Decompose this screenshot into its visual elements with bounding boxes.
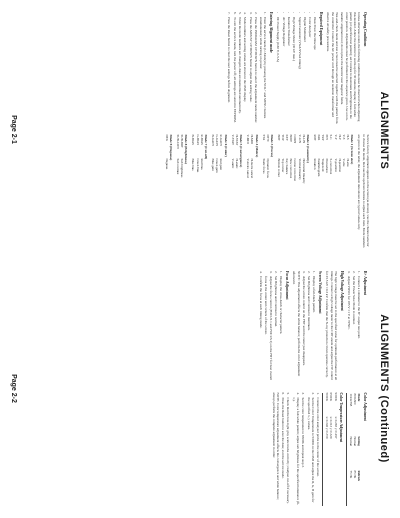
mode-heading: Mode 1 (Screen size) [350,134,355,165]
mode-code: H-LIN [301,134,306,144]
table-cell: Setting [357,436,362,446]
mode-code: SUB-BRT [180,134,185,148]
mode-desc: Green bias [195,158,200,173]
equipment-item [281,12,285,127]
equipment-item [287,12,291,127]
mode-row [211,135,215,250]
mode-row [325,135,329,250]
step-item [302,271,306,385]
mode-row [338,135,342,250]
mode-desc: Rotation [313,158,318,170]
mode-code: TRP [321,134,326,141]
mode-row [176,135,180,250]
step-item [232,12,236,127]
paragraph-note: NOTE: This adjustment affects the white balance; perform the color adjustment afterward. [292,271,301,377]
step-number: 2. [253,12,258,15]
mode-code: V-STAT [230,134,235,145]
mode-heading: Mode 2 (Geometry) [305,134,310,163]
mode-row [200,135,204,250]
mode-row [346,135,350,250]
mode-desc: Key balance [285,158,290,175]
mode-block [277,135,310,250]
step-item [259,12,268,127]
mode-desc: V-size [341,158,346,167]
paragraph: Service factory alignment appears on the screen (as shown). Use the channel selector to choose the mode, then use the up/down buttons to adjust each item. Mode numbers are given in the table; the adjustment data shown are typical values only. [357,134,370,248]
section-heading: B+ Adjustment [363,271,367,295]
step-number: 4. [259,271,264,274]
divider [346,393,347,507]
right-column-1 [258,271,370,385]
mode-desc: H-moire cancel [250,158,255,179]
table-cell: Normal [353,436,358,447]
step-text: Set the Power Save Mode to normal. [352,276,357,325]
mode-row [250,135,254,250]
color-temp-row [329,393,333,507]
step-text: Press the Reset button to clear the user settings before alignment. [227,17,232,103]
step-number: 1. [279,271,284,274]
section-heading: Color Temperature Adjustment [339,392,344,443]
table-cell: Refresh [357,470,362,482]
step-text: Display a full-white pattern; adjust sub brightness for the specified luminance (ft-L). [291,397,301,506]
mode-code: V-P [333,134,338,140]
step-number: 2. [274,271,279,274]
temp-value: x=0.283 y=0.297 [333,416,338,439]
mode-desc: Horizontal linearity [301,158,306,184]
section-heading: Entering Alignment mode [269,12,274,53]
bullet: - [308,12,313,14]
step-text: Adjust VR501 for 185 V ±1 V at TP501. [346,276,351,330]
step-text: Enter the service mode (U-Mode) by pressing the VOL+ and MENU buttons simultaneously while turning on power. [259,17,268,119]
mode-code: B-BIAS [191,134,196,145]
step-item [227,12,231,127]
equipment-item [297,12,301,127]
left-column-1 [165,12,370,127]
page-right [0,259,400,518]
mode-desc: H-position [337,158,342,173]
mode-row [342,135,346,250]
mode-desc: Sub brightness [180,158,185,178]
mode-code: KEY [285,134,290,142]
mode-block [313,135,354,250]
step-number: 4. [296,392,301,395]
step-text: Mode numbers and setting values are shown in the OSD display. [243,17,248,103]
section-heading: Color Adjustment [363,392,367,421]
mode-row [219,135,223,250]
step-number: 5. [286,392,291,395]
mode-desc: V-position [333,158,338,172]
color-adjust-table [349,393,361,507]
mode-code: CORN [293,134,298,144]
mode-heading: Mode 6 (Color) [223,134,228,157]
table-row [353,393,357,507]
mode-heading: Mode 5 (Convergence) [239,134,244,168]
mode-desc: Top corner [281,158,286,173]
equipment-text: DC Power Supply (0-60 V, 0-5 A) [276,17,281,62]
mode-desc: Dynamic focus [265,158,270,178]
mode-desc: S-correction [329,158,334,175]
table-header-row [357,393,361,507]
step-number: 2. [307,271,312,274]
step-number: 3. [248,12,253,15]
step-item [312,271,316,385]
step-number: 1. [357,271,362,274]
mode-code: B-GAIN [211,134,216,146]
section-heading: Required Equipment [319,12,324,46]
steps-list [347,271,362,385]
step-number: 1. [316,392,321,395]
mode-block [191,135,208,250]
step-text: Press the Reset button to save the data; exit the service mode. [281,397,286,479]
mode-code: R-GAIN [219,134,224,146]
table-cell: 1024x768 [349,393,354,407]
bullet: - [281,12,286,14]
step-item [316,393,320,507]
page-title: ALIGNMENTS [378,91,390,170]
mode-row [191,135,195,250]
mode-desc: Green gain [215,158,220,173]
mode-row [329,135,333,250]
equipment-text: High Voltage Meter (30 kV min.) [292,17,297,61]
page-number: Page 2-2 [10,374,17,403]
step-text: Confirm the focus at each timing mode. [259,276,264,329]
mode-row [235,135,239,250]
mode-row [180,135,184,250]
mode-row [266,135,270,250]
step-number: 6. [281,392,286,395]
color-temp-row [325,393,329,507]
mode-desc: Degauss [164,158,169,170]
table-cell: 800x600 [353,393,358,405]
paragraph-note: NOTE: Color temperature adjustment affects the convergence and white balance; always perform the complete adjustment in order. [271,392,280,500]
mode-code: H-S [345,134,350,140]
mode-desc: Static focus [261,158,266,174]
mode-row [285,135,289,250]
mode-desc: Bow correction [289,158,294,179]
mode-desc: Trapezoid [321,158,326,172]
mode-desc: V-moire cancel [246,158,251,178]
temp-value: x=0.346 y=0.359 [325,416,330,439]
equipment-item [276,12,280,127]
mode-code: TOP [281,134,286,141]
step-item [238,12,242,127]
step-item [307,271,311,385]
mode-row [297,135,301,250]
equipment-text: Isolation Transformer [286,17,291,46]
step-item [259,271,263,385]
section-heading: Screen Voltage Adjustment [318,271,323,314]
bullet: - [286,12,291,14]
mode-row [277,135,281,250]
color-temp-list [325,393,337,507]
mode-heading: Mode 7 (Cut-off) [203,134,208,159]
temp-label: 9300K [333,392,338,402]
step-number: 3. [268,271,273,274]
mode-code: V-LIN [297,134,302,143]
bullet: - [276,12,281,14]
step-number: 6. [232,12,237,15]
mode-code: H-P [337,134,342,140]
step-item [264,271,273,385]
mode-row [196,135,200,250]
step-text: Press the ADJUST UP/DOWN button to adjust the setting value. [248,17,253,103]
step-item [281,393,285,507]
paragraph: Unless otherwise noted, the following conditions must be observed when adjusting this monitor. Allow the monitor to warm up for 30 minutes; display a full-white pattern (or specified test pattern); set Contrast to maximum and Brightness to the center position. Adjustments must be performed in the sequence given. Use a non-metallic alignment tool; do not place the monitor near magnetic fields. [340,12,362,122]
mode-row [281,135,285,250]
section-heading: High Voltage Adjustment [339,271,344,311]
divider [322,393,323,507]
step-number: 1. [263,12,268,15]
left-column-2 [165,135,370,250]
mode-row [231,135,235,250]
mode-row [313,135,317,250]
equipment-text: Dual-Trace Oscilloscope [313,17,318,50]
step-text: Set the color temperature to 6500K and repeat step 2. [301,397,306,468]
mode-code: BOT [277,134,282,141]
steps-list [281,393,320,507]
mode-block [165,135,173,250]
mode-code: ROT [313,134,318,141]
step-number: 1. [312,271,317,274]
mode-heading: Mode 4 (Moire) [254,134,259,158]
step-item [254,12,258,127]
bullet: - [302,12,307,14]
mode-row [333,135,337,250]
equipment-item [303,12,307,127]
mode-code: SUB-CON [176,134,181,149]
mode-row [165,135,169,250]
steps-list [302,271,317,385]
mode-code: H-MOI [250,134,255,145]
step-text: To exit the service mode, turn the power off; all settings are stored in EEPROM. [232,17,237,123]
step-item [352,271,356,385]
mode-code: BOW [289,134,294,142]
step-item [248,12,252,127]
step-text: Connect a voltmeter to the B+ output test point. [357,276,362,339]
mode-desc: Pincushion [325,158,330,173]
step-item [279,271,283,385]
step-number: 4. [243,12,248,15]
mode-row [321,135,325,250]
mode-desc: Vertical linearity [297,158,302,180]
mode-desc: Blue bias [191,158,196,171]
step-item [306,393,315,507]
table-cell: 75 Hz [349,470,354,479]
equipment-item [308,12,312,127]
step-item [274,271,278,385]
table-cell: 85 Hz [353,470,358,479]
step-text: Display a full-black pattern. [312,276,317,313]
mode-code: S-C [329,134,334,140]
mode-block [262,135,274,250]
equipment-item [313,12,317,127]
paragraph: The high voltage must be set to the specified value for optimum performance at all timings. Connect a high voltage meter to the CRT anode and adjust the HV control for 25.5 kV ±0.3 kV. Confirm that the X-ray protection circuit operates correctly. [325,271,338,381]
section-heading: Operating Conditions [363,12,367,47]
mode-desc: H-size [345,158,350,167]
mode-desc: H-static [234,158,239,169]
mode-desc: Sub contrast [176,158,181,175]
step-item [301,393,305,507]
step-number: 3. [301,392,306,395]
mode-row [302,135,306,250]
paragraph-note: Test-and-check mode and test screen must be selected together with the pattern from the controller. Connect the AC power cord through an isolation transformer and observe all safety precautions. [326,12,339,124]
temp-label: 5000K [325,392,330,402]
step-text: Set Brightness and Contrast to normal. [274,276,279,328]
mode-desc: Parallelogram [317,158,322,177]
step-number: 2. [352,271,357,274]
equipment-text: Signal Generator (VGA/SVGA timing) [297,17,302,69]
table-cell: Mode [357,393,362,402]
mode-code: G-BIAS [195,134,200,146]
mode-block [211,135,228,250]
mode-row [289,135,293,250]
page-title: ALIGNMENTS (Continued) [378,314,390,463]
step-text: Display the cross-hatch or character pattern. [279,276,284,335]
mode-heading: Mode 9 (Degauss) [168,134,173,161]
temp-label: 6500K [329,392,334,402]
mode-code: STA [261,134,266,141]
mode-row [215,135,219,250]
step-number: 3. [346,271,351,274]
step-text: Set Brightness and Contrast to minimum. [307,276,312,331]
step-item [347,271,351,385]
table-row [349,393,353,507]
bullet: - [313,12,318,14]
step-number: 5. [237,12,242,15]
bullet: - [292,12,297,14]
mode-desc: V-static [230,158,235,169]
table-cell: Normal [349,436,354,447]
step-text: When the mode numbers are changed, data are memorized automatically. [237,17,242,114]
mode-code: V-MOI [246,134,251,144]
step-number: 7. [227,12,232,15]
mode-code: R-BIAS [199,134,204,145]
mode-row [317,135,321,250]
page-number: Page 2-1 [10,115,17,144]
step-item [286,393,290,507]
mode-block [176,135,188,250]
mode-row [262,135,266,250]
section-heading: Focus Adjustment [284,271,289,300]
temp-value: x=0.313 y=0.329 [329,416,334,439]
mode-blocks [165,135,355,250]
step-text: Press the PROGRAM UP/DOWN button to select the adjustment mode number. [253,17,258,123]
equipment-text: Digital Multimeter [302,17,307,42]
right-column-2 [258,393,370,507]
mode-code: PAR [317,134,322,141]
steps-list [259,271,283,385]
equipment-text: AC Voltage Regulator [281,17,286,47]
equipment-item [292,12,296,127]
step-text: Connect the color analyzer probe to the center of the screen. [316,397,321,477]
mode-code: H-STAT [234,134,239,146]
equipment-text: Color Analyzer [308,17,313,38]
mode-code: V-S [341,134,346,140]
step-number: 3. [301,271,306,274]
step-number: 2. [310,392,315,395]
mode-desc: Bottom corner [277,158,282,178]
mode-code: DEG [164,134,169,142]
bullet: - [297,12,302,14]
step-text: Check that the low-light gray scale tracks correctly; readjust cut-off if necessary. [286,397,291,504]
mode-block [231,135,243,250]
mode-row [293,135,297,250]
mode-code: DYN [265,134,270,142]
mode-block [246,135,258,250]
mode-heading: Mode 8 (Brightness) [184,134,189,164]
mode-code: G-GAIN [215,134,220,146]
mode-row [246,135,250,250]
steps-list [227,12,267,127]
mode-desc: Red gain [219,158,224,170]
step-item [243,12,247,127]
step-text: Adjust the focus control (FOCUS 1 and FOCUS 2) on the FBT for best overall focus at the center and corners of the screen. [264,276,273,380]
step-text: Set the Color Temperature to 9300K in the OSD and adjust the R, G, B gain for the specified x, y values. [306,397,315,503]
step-item [357,271,361,385]
mode-desc: Red bias [199,158,204,170]
equipment-list [276,12,317,127]
mode-heading: Mode 3 (Focus) [270,134,275,157]
mode-code: PIN [325,134,330,140]
mode-desc: Blue gain [211,158,216,171]
mode-desc: Corner correction [293,158,298,182]
step-text: Adjust the screen control on the FBT until the raster just disappears. [301,276,306,366]
color-temp-row [333,393,337,507]
step-item [291,393,300,507]
